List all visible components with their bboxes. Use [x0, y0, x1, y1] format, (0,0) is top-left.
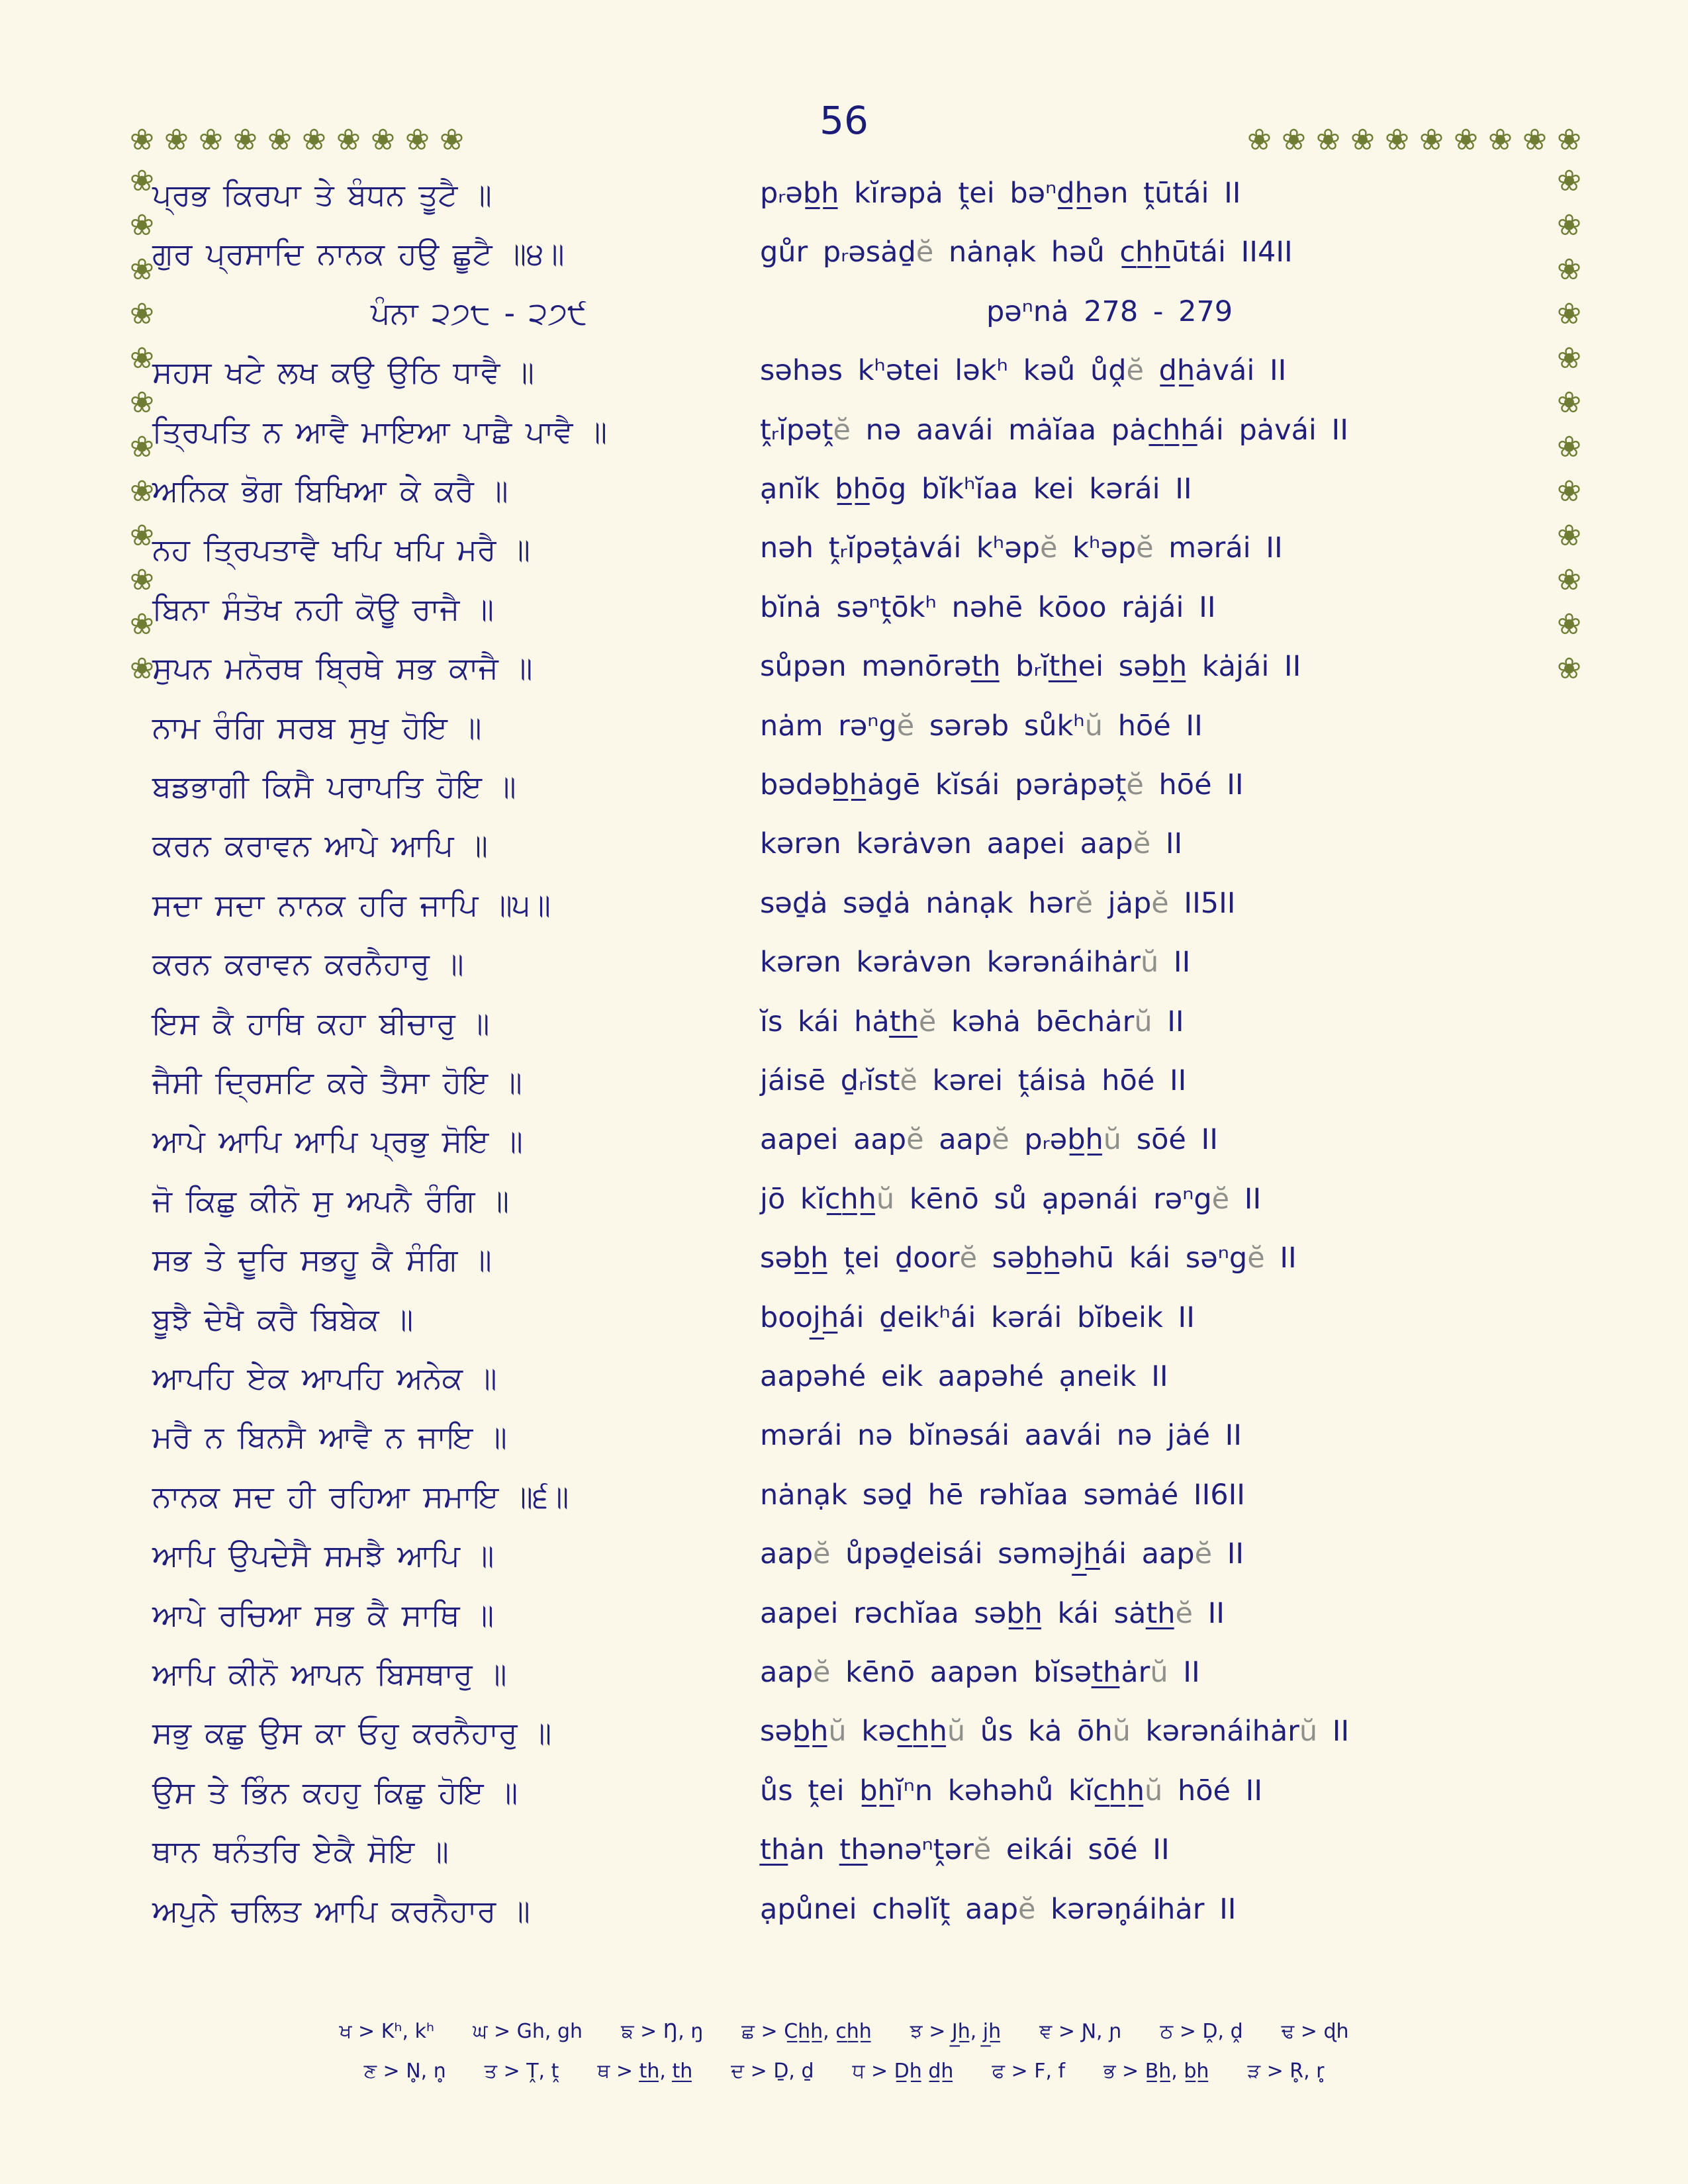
legend-item: ਤ > Ṱ, ṱ — [484, 2060, 559, 2083]
verse-row — [0, 532, 1688, 592]
flower-icon: ❀ — [1419, 123, 1444, 157]
verse-row — [0, 296, 1688, 355]
gurmukhi-text: ਗੁਰ ਪ੍ਰਸਾਦਿ ਨਾਨਕ ਹਉ ਛੂਟੈ ॥੪॥ — [152, 236, 565, 271]
flower-icon: ❀ — [1557, 386, 1581, 420]
verse-row — [0, 1715, 1688, 1775]
verse-row — [0, 1242, 1688, 1302]
legend-row-2 — [0, 2060, 1688, 2083]
roman-text: jáisē ḏᵣĭstĕ kərei ṱáisȧ hōé II — [760, 1064, 1187, 1097]
flower-icon: ❀ — [1247, 123, 1272, 157]
gurmukhi-text: ਸਹਸ ਖਟੇ ਲਖ ਕਉ ਉਠਿ ਧਾਵੈ ॥ — [152, 354, 535, 390]
gurmukhi-text: ਪੰਨਾ ੨੭੮ - ੨੭੯ — [371, 295, 588, 331]
roman-text: aapəhé eik aapəhé ạneik II — [760, 1360, 1168, 1393]
flower-icon: ❀ — [1488, 123, 1513, 157]
verse-row — [0, 473, 1688, 533]
verse-row — [0, 1834, 1688, 1893]
flower-icon: ❀ — [1557, 430, 1581, 464]
legend-item: ਘ > Gh, gh — [473, 2020, 583, 2043]
verse-row — [0, 1361, 1688, 1420]
flower-icon: ❀ — [1557, 608, 1581, 641]
page-number: 56 — [820, 98, 868, 143]
roman-text: kərən kərȧvən kərənáihȧrŭ II — [760, 946, 1191, 979]
roman-text: nȧm rəⁿgĕ sərəb sůkʰŭ hōé II — [760, 709, 1203, 743]
roman-text: aapĕ kēnō aapən bĭsət̲h̲ȧrŭ II — [760, 1656, 1200, 1689]
flower-icon: ❀ — [371, 123, 395, 157]
flower-icon: ❀ — [1350, 123, 1375, 157]
flower-icon: ❀ — [1557, 253, 1581, 287]
roman-text: ạpůnei chəlĭṱ aapĕ kərən̥áihȧr II — [760, 1893, 1237, 1926]
gurmukhi-text: ਮਰੈ ਨ ਬਿਨਸੈ ਆਵੈ ਨ ਜਾਇ ॥ — [152, 1419, 507, 1455]
legend-item: ਥ > t̲h̲, t̲h̲ — [597, 2060, 693, 2083]
gurmukhi-text: ਜੋ ਕਿਛੁ ਕੀਨੋ ਸੁ ਅਪਨੈ ਰੰਗਿ ॥ — [152, 1183, 510, 1218]
gurmukhi-text: ਕਰਨ ਕਰਾਵਨ ਕਰਨੈਹਾਰੁ ॥ — [152, 946, 464, 981]
roman-text: jō kĭc̲h̲h̲ŭ kēnō sů ạpənái rəⁿgĕ II — [760, 1183, 1262, 1216]
legend-item: ਛ > C̲h̲h̲, c̲h̲h̲ — [741, 2020, 872, 2043]
verse-row — [0, 1302, 1688, 1361]
flower-icon: ❀ — [130, 430, 154, 464]
gurmukhi-text: ਬਿਨਾ ਸੰਤੋਖ ਨਹੀ ਕੋਊ ਰਾਜੈ ॥ — [152, 591, 494, 627]
legend-item: ਭ > B̲h̲, b̲h̲ — [1103, 2060, 1209, 2083]
flower-icon: ❀ — [1282, 123, 1306, 157]
flower-icon: ❀ — [130, 519, 154, 553]
verse-row — [0, 1479, 1688, 1539]
verse-row — [0, 946, 1688, 1006]
legend-item: ਫ > F, f — [992, 2060, 1066, 2083]
roman-text: ṱᵣĭpəṱĕ nə aavái mȧĭaa pȧc̲h̲h̲ái pȧvái II — [760, 414, 1348, 447]
verse-row — [0, 828, 1688, 887]
verse-row — [0, 769, 1688, 829]
flower-icon: ❀ — [1557, 123, 1581, 157]
flower-icon: ❀ — [1454, 123, 1478, 157]
legend-item: ਠ > Ḓ, ḓ — [1160, 2020, 1243, 2043]
verse-row — [0, 1598, 1688, 1657]
flower-icon: ❀ — [130, 563, 154, 597]
flower-icon: ❀ — [1557, 341, 1581, 375]
gurmukhi-text: ਨਾਨਕ ਸਦ ਹੀ ਰਹਿਆ ਸਮਾਇ ॥੬॥ — [152, 1479, 569, 1514]
flower-icon: ❀ — [130, 123, 154, 157]
verse-row — [0, 592, 1688, 651]
gurmukhi-text: ਆਪਹਿ ਏਕ ਆਪਹਿ ਅਨੇਕ ॥ — [152, 1360, 497, 1396]
roman-text: ĭs kái hȧt̲h̲ĕ kəhȧ bēchȧrŭ II — [760, 1005, 1184, 1038]
gurmukhi-text: ਸਭੁ ਕਛੁ ਉਸ ਕਾ ਓਹੁ ਕਰਨੈਹਾਰੁ ॥ — [152, 1715, 552, 1751]
gurmukhi-text: ਬੂਝੈ ਦੇਖੈ ਕਰੈ ਬਿਬੇਕ ॥ — [152, 1301, 414, 1337]
verse-row — [0, 1420, 1688, 1479]
flower-icon: ❀ — [336, 123, 361, 157]
roman-text: ạnĭk b̲h̲ōg bĭkʰĭaa kei kərái II — [760, 473, 1192, 506]
gurmukhi-text: ਪ੍ਰਭ ਕਿਰਪਾ ਤੇ ਬੰਧਨ ਤੂਟੈ ॥ — [152, 177, 492, 212]
verse-row — [0, 414, 1688, 474]
roman-text: bədəb̲h̲ȧgē kĭsái pərȧpəṱĕ hōé II — [760, 768, 1244, 801]
legend-item: ਧ > D̲h̲ d̲h̲ — [852, 2060, 954, 2083]
gurmukhi-text: ਉਸ ਤੇ ਭਿੰਨ ਕਹਹੁ ਕਿਛੁ ਹੋਇ ॥ — [152, 1774, 518, 1810]
gurmukhi-text: ਸੁਪਨ ਮਨੋਰਥ ਬ੍ਰਿਥੇ ਸਭ ਕਾਜੈ ॥ — [152, 650, 533, 686]
verse-row — [0, 1538, 1688, 1598]
flower-icon: ❀ — [130, 652, 154, 686]
roman-text: gůr pᵣəsȧḏĕ nȧnạk həů c̲h̲h̲ūtái II4II — [760, 236, 1293, 269]
gurmukhi-text: ਅਨਿਕ ਭੋਗ ਬਿਖਿਆ ਕੇ ਕਰੈ ॥ — [152, 473, 508, 508]
flower-icon: ❀ — [130, 475, 154, 508]
flower-icon: ❀ — [130, 386, 154, 420]
gurmukhi-text: ਬਡਭਾਗੀ ਕਿਸੈ ਪਰਾਪਤਿ ਹੋਇ ॥ — [152, 768, 516, 804]
verse-row — [0, 1006, 1688, 1066]
legend-item: ਖ > Kʰ, kʰ — [339, 2020, 435, 2043]
roman-text: pᵣəb̲h̲ kĭrəpȧ ṱei bəⁿd̲h̲ən ṱūtái II — [760, 177, 1241, 210]
legend-item: ਣ > N̥, n̥ — [363, 2060, 446, 2083]
roman-text: aapei rəchĭaa səb̲h̲ kái sȧt̲h̲ĕ II — [760, 1597, 1225, 1630]
verse-row — [0, 1657, 1688, 1716]
roman-text: səb̲h̲ŭ kəc̲h̲h̲ŭ ůs kȧ ōhŭ kərənáihȧrŭ II — [760, 1715, 1350, 1748]
gurmukhi-text: ਆਪੇ ਆਪਿ ਆਪਿ ਪ੍ਰਭੁ ਸੋਇ ॥ — [152, 1123, 523, 1159]
gurmukhi-text: ਤ੍ਰਿਪਤਿ ਨ ਆਵੈ ਮਾਇਆ ਪਾਛੈ ਪਾਵੈ ॥ — [152, 414, 608, 449]
verse-row — [0, 355, 1688, 414]
flower-icon: ❀ — [1557, 164, 1581, 198]
roman-text: nȧnạk səḏ hē rəhĭaa səmȧé II6II — [760, 1479, 1245, 1512]
flower-icon: ❀ — [199, 123, 223, 157]
gurmukhi-text: ਆਪਿ ਉਪਦੇਸੈ ਸਮਝੈ ਆਪਿ ॥ — [152, 1537, 494, 1573]
flower-icon: ❀ — [130, 341, 154, 375]
gurmukhi-text: ਅਪੁਨੇ ਚਲਿਤ ਆਪਿ ਕਰਨੈਹਾਰ ॥ — [152, 1893, 530, 1929]
flower-icon: ❀ — [267, 123, 292, 157]
roman-text: booj̲h̲ái ḏeikʰái kərái bĭbeik II — [760, 1301, 1195, 1334]
legend-row-1 — [0, 2020, 1688, 2043]
roman-text: kərən kərȧvən aapei aapĕ II — [760, 827, 1183, 860]
flower-icon: ❀ — [130, 164, 154, 198]
roman-text: sůpən mənōrət̲h̲ bᵣĭt̲h̲ei səb̲h̲ kȧjái II — [760, 650, 1301, 683]
verse-row — [0, 1124, 1688, 1183]
gurmukhi-text: ਸਭ ਤੇ ਦੂਰਿ ਸਭਹੂ ਕੈ ਸੰਗਿ ॥ — [152, 1242, 492, 1277]
verse-row — [0, 236, 1688, 296]
verse-row — [0, 177, 1688, 237]
roman-text: səḏȧ səḏȧ nȧnạk hərĕ jȧpĕ II5II — [760, 887, 1236, 920]
legend-item: ਞ > Ɲ, ɲ — [1039, 2020, 1122, 2043]
flower-icon: ❀ — [1557, 297, 1581, 331]
roman-text: pəⁿnȧ 278 - 279 — [986, 295, 1233, 328]
roman-text: səhəs kʰətei ləkʰ kəů ůḓĕ d̲h̲ȧvái II — [760, 354, 1287, 387]
flower-icon: ❀ — [1523, 123, 1547, 157]
flower-icon: ❀ — [130, 253, 154, 287]
legend-item: ਦ > Ḏ, ḏ — [731, 2060, 814, 2083]
roman-text: bĭnȧ səⁿṱōkʰ nəhē kōoo rȧjái II — [760, 591, 1216, 624]
gurmukhi-text: ਆਪਿ ਕੀਨੋ ਆਪਨ ਬਿਸਥਾਰੁ ॥ — [152, 1656, 507, 1692]
gurmukhi-text: ਨਹ ਤ੍ਰਿਪਤਾਵੈ ਖਪਿ ਖਪਿ ਮਰੈ ॥ — [152, 531, 531, 567]
flower-icon: ❀ — [130, 608, 154, 641]
roman-text: mərái nə bĭnəsái aavái nə jȧé II — [760, 1419, 1242, 1452]
gurmukhi-text: ਥਾਨ ਥਨੰਤਰਿ ਏਕੈ ਸੋਇ ॥ — [152, 1833, 449, 1869]
legend-item: ਝ > J̲h̲, j̲h̲ — [910, 2020, 1002, 2043]
flower-icon: ❀ — [1557, 208, 1581, 242]
flower-icon: ❀ — [130, 297, 154, 331]
flower-icon: ❀ — [1316, 123, 1340, 157]
roman-text: aapei aapĕ aapĕ pᵣəb̲h̲ŭ sōé II — [760, 1123, 1218, 1156]
roman-text: nəh ṱᵣĭpəṱȧvái kʰəpĕ kʰəpĕ mərái II — [760, 531, 1283, 565]
flower-icon: ❀ — [440, 123, 464, 157]
flower-icon: ❀ — [233, 123, 258, 157]
verse-row — [0, 887, 1688, 947]
gurmukhi-text: ਇਸ ਕੈ ਹਾਥਿ ਕਹਾ ਬੀਚਾਰੁ ॥ — [152, 1005, 490, 1041]
flower-icon: ❀ — [1557, 519, 1581, 553]
gurmukhi-text: ਆਪੇ ਰਚਿਆ ਸਭ ਕੈ ਸਾਥਿ ॥ — [152, 1597, 494, 1633]
flower-icon: ❀ — [405, 123, 430, 157]
legend-item: ਙ > Ŋ, ŋ — [621, 2020, 704, 2043]
flower-icon: ❀ — [1557, 563, 1581, 597]
gurmukhi-text: ਕਰਨ ਕਰਾਵਨ ਆਪੇ ਆਪਿ ॥ — [152, 827, 488, 863]
roman-text: səb̲h̲ ṱei ḏoorĕ səb̲h̲əhū kái səⁿgĕ II — [760, 1242, 1297, 1275]
flower-icon: ❀ — [302, 123, 326, 157]
verse-row — [0, 651, 1688, 710]
flower-icon: ❀ — [1385, 123, 1409, 157]
verse-row — [0, 1775, 1688, 1835]
gurmukhi-text: ਸਦਾ ਸਦਾ ਨਾਨਕ ਹਰਿ ਜਾਪਿ ॥੫॥ — [152, 887, 551, 923]
gurmukhi-text: ਨਾਮ ਰੰਗਿ ਸਰਬ ਸੁਖੁ ਹੋਇ ॥ — [152, 709, 482, 745]
verse-row — [0, 1893, 1688, 1953]
verse-row — [0, 1065, 1688, 1124]
verse-row — [0, 710, 1688, 770]
roman-text: aapĕ ůpəḏeisái səməj̲h̲ái aapĕ II — [760, 1537, 1244, 1570]
verse-row — [0, 1183, 1688, 1243]
roman-text: ůs ṱei b̲h̲ĭⁿn kəhəhů kĭc̲h̲h̲ŭ hōé II — [760, 1774, 1263, 1807]
legend-item: ਢ > ɖh — [1281, 2020, 1349, 2043]
flower-icon: ❀ — [1557, 652, 1581, 686]
flower-icon: ❀ — [1557, 475, 1581, 508]
flower-icon: ❀ — [130, 208, 154, 242]
gurmukhi-text: ਜੈਸੀ ਦ੍ਰਿਸਟਿ ਕਰੇ ਤੈਸਾ ਹੋਇ ॥ — [152, 1064, 522, 1100]
flower-icon: ❀ — [164, 123, 189, 157]
legend-item: ੜ > R̥, r̥ — [1247, 2060, 1325, 2083]
roman-text: t̲h̲ȧn t̲h̲ənəⁿṱərĕ eikái sōé II — [760, 1833, 1170, 1866]
